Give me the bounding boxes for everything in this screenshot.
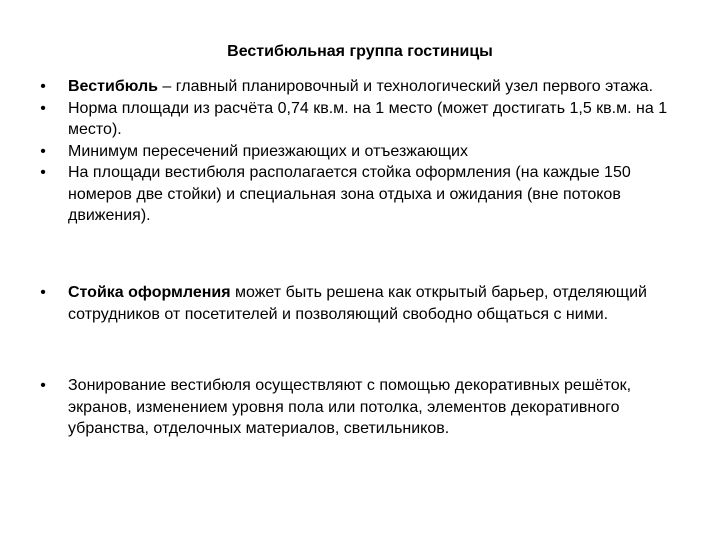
list-item [36, 141, 684, 163]
bullet-list-desk [36, 282, 684, 325]
bullet-list-lobby [36, 76, 684, 227]
list-item [36, 76, 684, 98]
list-item-text: Зонирование вестибюля осуществляют с помощью декоративных решёток, экранов, изменением уровня пола или потолка, элементов декоративного убранства, отделочных материалов, светильников. [68, 377, 632, 437]
list-item-text: может быть решена как открытый барьер, отделяющий сотрудников от посетителей и позволяющий свободно общаться с ними. [68, 284, 647, 323]
list-item-text: Минимум пересечений приезжающих и отъезжающих [68, 142, 468, 160]
slide-title: Вестибюльная группа гостиницы [227, 43, 493, 60]
bullet-icon: • [40, 78, 46, 95]
bullet-icon: • [40, 377, 46, 394]
bullet-icon: • [40, 142, 46, 160]
list-item [36, 162, 684, 227]
bullet-icon: • [40, 284, 46, 301]
bullet-icon: • [40, 164, 46, 181]
bullet-icon: • [40, 99, 46, 117]
list-item-text: На площади вестибюля располагается стойка оформления (на каждые 150 номеров две стойки) и специальная зона отдыха и ожидания (вне потоков движения). [68, 164, 631, 224]
list-item [36, 98, 684, 141]
list-item-text: Норма площади из расчёта 0,74 кв.м. на 1 место (может достигать 1,5 кв.м. на 1 место). [68, 99, 668, 138]
term-reception-desk: Стойка оформления [68, 284, 231, 301]
list-item-text: – главный планировочный и технологический узел первого этажа. [157, 78, 654, 95]
bullet-list-zoning [36, 375, 684, 440]
term-lobby: Вестибюль [68, 78, 158, 95]
list-item [36, 282, 684, 325]
list-item [36, 375, 684, 440]
